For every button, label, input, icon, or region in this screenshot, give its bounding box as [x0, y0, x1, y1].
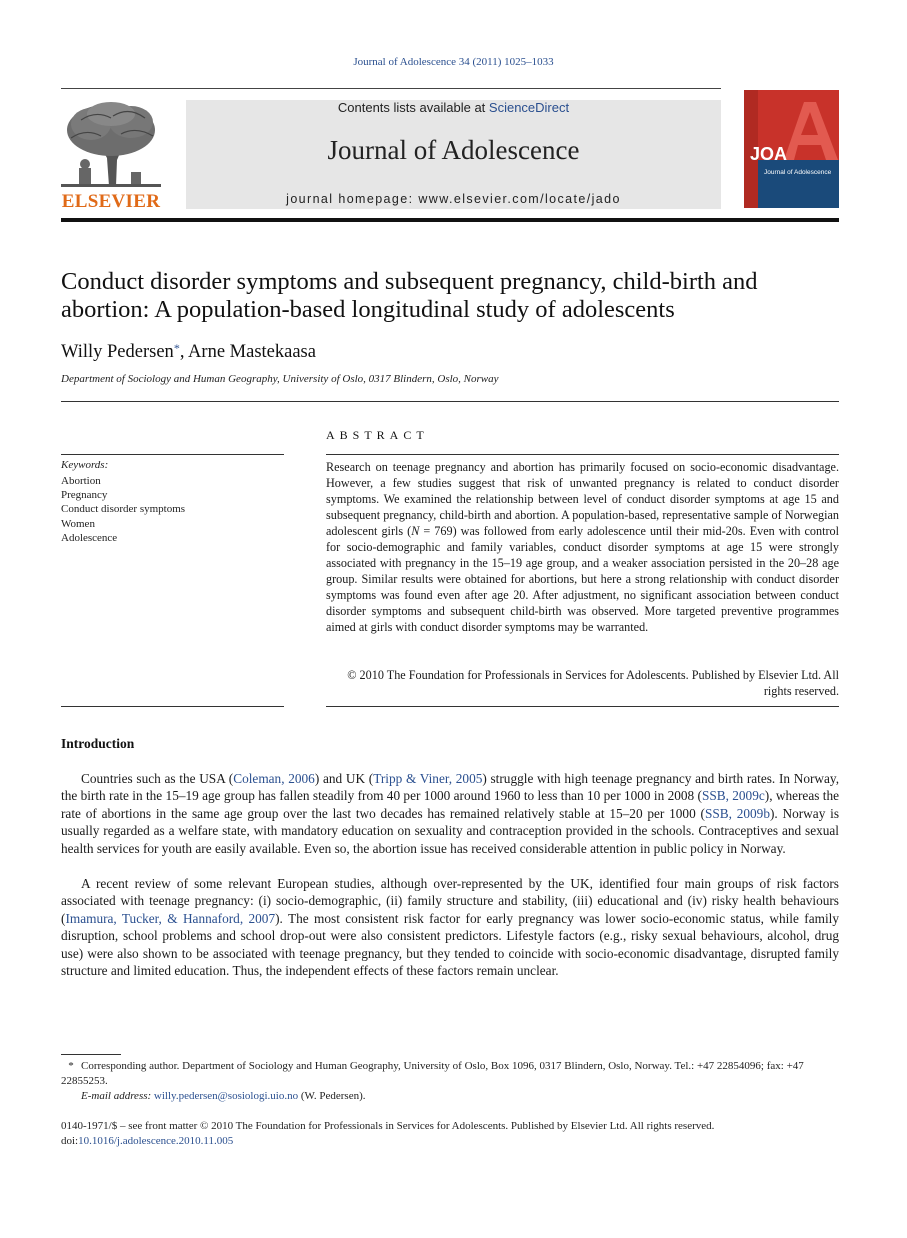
- footnote-text: Corresponding author. Department of Sociology and Human Geography, University of Oslo, Box 1096, 0317 Blindern, Oslo, Norway. Tel.: +47 22854096; fax: +47 22855253.: [61, 1060, 804, 1087]
- abstract-copyright: © 2010 The Foundation for Professionals in Services for Adolescents. Published by Elsevier Ltd. All rights reserved.: [347, 668, 839, 698]
- keyword-item: Adolescence: [61, 531, 118, 544]
- corresponding-author-marker[interactable]: *: [173, 341, 180, 355]
- citation-link[interactable]: SSB, 2009c: [701, 788, 765, 804]
- article-title: Conduct disorder symptoms and subsequent pregnancy, child-birth and abortion: A population-based longitudinal study of adolescents: [61, 268, 758, 323]
- journal-title: Journal of Adolescence: [327, 135, 580, 165]
- journal-reference[interactable]: Journal of Adolescence 34 (2011) 1025–1033: [353, 56, 554, 68]
- email-label: E-mail address:: [81, 1090, 152, 1102]
- abstract-text: [326, 459, 839, 635]
- abstract-text-part: = 769) was followed from early adolescence until their mid-20s. Even with control for socio-demographic and family variables, conduct disorder symptoms at age 15 were strongly associated with pregnancy in the 15–19 age group, and a weaker association persisted in the 20–28 age group. Similar results were obtained for abortions, but here a strong relationship with conduct disorder symptoms was found even after age 20. After adjustment, no significant association between conduct disorder symptoms and subsequent child-birth was observed. More targeted preventive programmes aimed at girls with conduct disorder symptoms may be warranted.: [326, 524, 839, 634]
- footnote-marker: *: [68, 1060, 74, 1072]
- homepage-prefix: journal homepage:: [286, 192, 419, 206]
- sciencedirect-link[interactable]: ScienceDirect: [488, 100, 570, 115]
- paragraph-text: A recent review of some relevant European studies, although over-represented by the UK, identified four main groups of risk factors associated with teenage pregnancy: (i) socio-demographic, (ii) family structure and stability, (iii) educational and (iv) risky health behaviours (: [61, 876, 839, 926]
- author-name[interactable]: Willy Pedersen: [61, 342, 174, 362]
- cover-journal-label: Journal of Adolescence: [764, 169, 832, 176]
- citation-link[interactable]: Imamura, Tucker, & Hannaford, 2007: [65, 910, 276, 926]
- citation-link[interactable]: Tripp & Viner, 2005: [373, 771, 483, 786]
- keywords-label: Keywords:: [61, 459, 109, 471]
- citation-link[interactable]: Coleman, 2006: [233, 771, 315, 786]
- keyword-item: Abortion: [61, 475, 101, 487]
- author-list: [61, 341, 841, 363]
- doi-link[interactable]: 10.1016/j.adolescence.2010.11.005: [78, 1135, 234, 1147]
- cover-letters: JOA: [750, 144, 788, 164]
- keywords-top-rule: [61, 454, 284, 455]
- homepage-url-link[interactable]: www.elsevier.com/locate/jado: [418, 192, 621, 206]
- paragraph-text: ) struggle with high teenage pregnancy and birth rates. In Norway, the birth rate in the 15–19 age group has fallen steadily from 40 per 1000 around 1960 to less than 10 per 1000 in 2008 (: [61, 771, 840, 804]
- issn-doi-block: [61, 1119, 839, 1149]
- citation-link[interactable]: SSB, 2009b: [704, 805, 770, 821]
- paragraph-text: ) and UK (: [314, 771, 374, 786]
- doi-prefix: doi:: [61, 1135, 79, 1147]
- author-separator: ,: [179, 342, 189, 362]
- keyword-item: Pregnancy: [61, 489, 108, 502]
- header-bottom-rule: [61, 218, 839, 222]
- paragraph-text: ), whereas the rate of abortions in the same age group over the last two decades has remained relatively stable at 15–20 per 1000 (: [61, 788, 839, 821]
- journal-cover-thumbnail[interactable]: [744, 90, 839, 208]
- journal-homepage: [186, 192, 721, 206]
- email-footnote: [61, 1089, 839, 1104]
- author-affiliation: Department of Sociology and Human Geography, University of Oslo, 0317 Blindern, Oslo, Norway: [61, 373, 499, 385]
- section-divider: [61, 401, 839, 402]
- keywords-list: [61, 474, 185, 545]
- paragraph-text: Countries such as the USA (: [81, 771, 234, 786]
- sample-size-symbol: N: [411, 524, 420, 538]
- intro-paragraph-2: [61, 875, 839, 980]
- paragraph-text: ). The most consistent risk factor for early pregnancy was lower socio-economic status, while family disruption, school problems and school drop-out were also consistent predictors. Lifestyle factors (e.g., risky sexual behaviours, alcohol, drug use) were also shown to be associated with teenage pregnancy, but they tended to coincide with socio-economic disadvantage, disrupted family structure and limited education. Thus, the independent effects of these factors remain unclear.: [61, 910, 839, 979]
- contents-prefix: Contents lists available at: [337, 100, 489, 115]
- contents-line: [186, 100, 721, 115]
- publisher-logo-text[interactable]: ELSEVIER: [61, 191, 161, 212]
- introduction-heading: Introduction: [61, 736, 135, 751]
- author-name[interactable]: Arne Mastekaasa: [188, 342, 316, 362]
- footnote-rule: [61, 1054, 121, 1055]
- abstract-text-part: Research on teenage pregnancy and abortion has primarily focused on socio-economic disadvantage. However, a few studies suggest that risk of unwanted pregnancy is related to conduct disorder symptoms. We examined the relationship between level of conduct disorder symptoms at age 15 and subsequent pregnancy, child-birth and abortion. A population-based, representative sample of Norwegian adolescent girls (: [326, 460, 839, 538]
- email-link[interactable]: willy.pedersen@sosiologi.uio.no: [153, 1090, 299, 1102]
- abstract-heading: ABSTRACT: [326, 428, 429, 442]
- keywords-bottom-rule: [61, 706, 284, 707]
- intro-paragraph-1: [61, 770, 839, 857]
- header-top-rule: [61, 88, 721, 89]
- doi-line: [61, 1134, 839, 1149]
- corresponding-author-footnote: [61, 1059, 839, 1088]
- keyword-item: Conduct disorder symptoms: [61, 503, 186, 516]
- abstract-bottom-rule: [326, 706, 839, 707]
- abstract-top-rule: [326, 454, 839, 455]
- issn-line: 0140-1971/$ – see front matter © 2010 The Foundation for Professionals in Services for Adolescents. Published by Elsevier Ltd. All rights reserved.: [61, 1120, 715, 1132]
- paragraph-text: ). Norway is usually regarded as a welfare state, with mandatory education on sexuality and contraception provided in the schools. Contraceptives and sexual health services for youth are easily available. Even so, the abortion issue has received considerable attention in public policy in Norway.: [61, 805, 839, 856]
- email-suffix: (W. Pedersen).: [298, 1090, 366, 1102]
- keyword-item: Women: [61, 517, 95, 530]
